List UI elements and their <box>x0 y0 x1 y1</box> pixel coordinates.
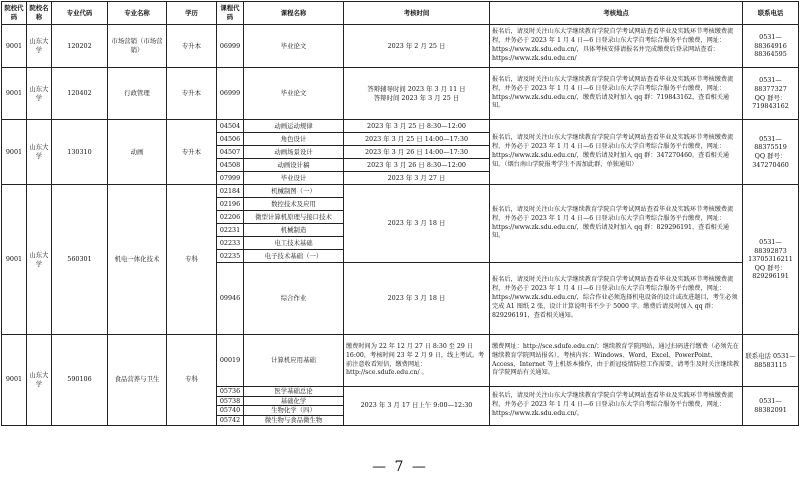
major-code: 130310 <box>52 120 108 185</box>
header-major-code: 专业代码 <box>52 2 108 25</box>
course-name: 电工技术基础 <box>244 237 344 250</box>
exam-time: 2023 年 3 月 18 日 <box>344 185 490 263</box>
course-code: 04504 <box>217 120 244 133</box>
course-name: 生物化学（四） <box>244 406 344 416</box>
header-course-code: 课程代码 <box>217 2 244 25</box>
header-school-name: 院校名称 <box>27 2 52 25</box>
exam-time: 2023 年 3 月 26 日 14:00—17:30 <box>344 146 490 159</box>
table-row <box>2 185 799 198</box>
table-row <box>2 25 799 68</box>
exam-time: 2023 年 3 月 25 日 8:30—12:00 <box>344 120 490 133</box>
major-name: 机电一体化技术 <box>108 185 167 335</box>
school-code: 9001 <box>2 185 27 335</box>
school-name: 山东大学 <box>27 68 52 120</box>
course-name: 动画场景设计 <box>244 146 344 159</box>
course-name: 角色设计 <box>244 133 344 146</box>
course-name: 计算机应用基础 <box>244 335 344 387</box>
major-code: 120202 <box>52 25 108 68</box>
header-major-name: 专业名称 <box>108 2 167 25</box>
course-code: 06999 <box>217 68 244 120</box>
course-name: 微生物与食品微生物 <box>244 415 344 425</box>
level: 专科 <box>167 335 217 426</box>
table-row <box>2 335 799 387</box>
major-name: 行政管理 <box>108 68 167 120</box>
course-name: 数控技术及应用 <box>244 198 344 211</box>
exam-time: 2023 年 3 月 25 日 14:00—17:30 <box>344 133 490 146</box>
exam-time: 缴费时间为 22 年 12 月 27 日 8:30 至 29 日 16:00，考核时间 23 年 2 月 9 日，线上考试。考前注意收看短信，缴费网址：http://sce.sdufe.edu.cn/ 。 <box>344 335 490 387</box>
exam-location: 报名后，请及时关注山东大学继续教育学院自学考试网站查看毕业及实践环节考核缴费流程，并务必于 2023 年 1 月 4 日—6 日登录山东大学自考综合服务平台缴费，网址：https://www.zk.sdu.edu.cn/，综合作业必须选择机电设备的设计或改进题目，考生必须完成 A1 图纸 2 张，设计计算说明书不少于 5000 字。缴费后请及时加入 qq 群：829296191，查看相关通知。 <box>490 263 743 335</box>
header-phone: 联系电话 <box>743 2 799 25</box>
course-code: 00019 <box>217 335 244 387</box>
course-code: 02206 <box>217 211 244 224</box>
course-name: 动画设计稿 <box>244 159 344 172</box>
school-name: 山东大学 <box>27 185 52 335</box>
level: 专科 <box>167 185 217 335</box>
exam-time: 2023 年 3 月 17 日上午 9:00—12:30 <box>344 387 490 426</box>
exam-time: 2023 年 3 月 27 日 <box>344 172 490 185</box>
major-name: 市场营销（市场营销） <box>108 25 167 68</box>
table-row <box>2 68 799 120</box>
course-code: 09946 <box>217 263 244 335</box>
exam-time: 2023 年 2 月 25 日 <box>344 25 490 68</box>
phone: 0531—88382091 <box>743 387 799 426</box>
level: 专升本 <box>167 120 217 185</box>
course-code: 02184 <box>217 185 244 198</box>
header-level: 学历 <box>167 2 217 25</box>
header-school-code: 院校代码 <box>2 2 27 25</box>
table-header-row <box>2 2 799 25</box>
course-name: 电子技术基础（一） <box>244 250 344 263</box>
phone: 0531—88375519 QQ 群号：347270460 <box>743 120 799 185</box>
school-code: 9001 <box>2 335 27 426</box>
exam-time: 2023 年 3 月 18 日 <box>344 263 490 335</box>
course-code: 04506 <box>217 133 244 146</box>
exam-schedule-table <box>1 1 799 426</box>
course-name: 毕业论文 <box>244 68 344 120</box>
major-code: 560301 <box>52 185 108 335</box>
course-code: 02231 <box>217 224 244 237</box>
phone: 联系电话 0531—88583115 <box>743 335 799 387</box>
course-code: 04508 <box>217 159 244 172</box>
phone: 0531—88377327 QQ 群号：719843162 <box>743 68 799 120</box>
course-code: 06999 <box>217 25 244 68</box>
course-name: 毕业论文 <box>244 25 344 68</box>
course-code: 05742 <box>217 415 244 425</box>
header-course-name: 课程名称 <box>244 2 344 25</box>
course-name: 机械制造 <box>244 224 344 237</box>
phone: 0531—88364916 88364595 <box>743 25 799 68</box>
exam-location: 报名后，请及时关注山东大学继续教育学院自学考试网站查看毕业及实践环节考核缴费流程，并务必于 2023 年 1 月 4 日—6 日登录山东大学自考综合服务平台缴费，网址：https://www.zk.sdu.edu.cn/，缴费后请及时加入 qq 群：829296191，查看相关通知。 <box>490 185 743 263</box>
exam-time: 2023 年 3 月 26 日 8:30—12:00 <box>344 159 490 172</box>
major-name: 动画 <box>108 120 167 185</box>
course-code: 05740 <box>217 406 244 416</box>
course-name: 机械制图（一） <box>244 185 344 198</box>
course-name: 微型计算机原理与接口技术 <box>244 211 344 224</box>
exam-location: 报名后，请及时关注山东大学继续教育学院自学考试网站查看毕业及实践环节考核缴费流程，并务必于 2023 年 1 月 4 日—6 日登录山东大学自考综合服务平台缴费，网址：https://www.zk.sdu.edu.cn/，缴费后请及时加入 qq 群：719843162，查看相关通知。 <box>490 68 743 120</box>
course-code: 02196 <box>217 198 244 211</box>
level: 专升本 <box>167 68 217 120</box>
course-name: 综合作业 <box>244 263 344 335</box>
course-name: 基础化学 <box>244 396 344 406</box>
course-code: 05738 <box>217 396 244 406</box>
school-name: 山东大学 <box>27 335 52 426</box>
page-number: — 7 — <box>372 459 428 475</box>
major-name: 食品营养与卫生 <box>108 335 167 426</box>
header-exam-location: 考核地点 <box>490 2 743 25</box>
major-code: 590106 <box>52 335 108 426</box>
school-code: 9001 <box>2 120 27 185</box>
exam-location: 报名后，请及时关注山东大学继续教育学院自学考试网站查看毕业及实践环节考核缴费流程，并务必于 2023 年 1 月 4 日—6 日登录山东大学自考综合服务平台缴费，网址：https://www.zk.sdu.edu.cn/。 <box>490 387 743 426</box>
header-exam-time: 考核时间 <box>344 2 490 25</box>
course-name: 毕业设计 <box>244 172 344 185</box>
phone: 0531—88392873 13705316211 QQ 群号：829296191 <box>743 185 799 335</box>
school-code: 9001 <box>2 68 27 120</box>
course-name: 医学基础总论 <box>244 387 344 397</box>
course-code: 04507 <box>217 146 244 159</box>
course-code: 02233 <box>217 237 244 250</box>
school-name: 山东大学 <box>27 25 52 68</box>
school-code: 9001 <box>2 25 27 68</box>
exam-time: 答辩辅导时间 2023 年 3 月 11 日 答辩时间 2023 年 3 月 25 日 <box>344 68 490 120</box>
table-row <box>2 120 799 133</box>
school-name: 山东大学 <box>27 120 52 185</box>
course-code: 02235 <box>217 250 244 263</box>
course-code: 07999 <box>217 172 244 185</box>
exam-location: 报名后，请及时关注山东大学继续教育学院自学考试网站查看毕业及实践环节考核缴费流程，并务必于 2023 年 1 月 4 日—6 日登录山东大学自考综合服务平台缴费，网址：https://www.zk.sdu.edu.cn/，具体考核安排请报名并完成缴费后登录网站查看：https://www.zk.sdu.edu.cn/ <box>490 25 743 68</box>
level: 专升本 <box>167 25 217 68</box>
exam-location: 报名后，请及时关注山东大学继续教育学院自学考试网站查看毕业及实践环节考核缴费流程，并务必于 2023 年 1 月 4 日—6 日登录山东大学自考综合服务平台缴费，网址：https://www.zk.sdu.edu.cn/，缴费后请及时加入 qq 群：347270460，查看相关通知。（烟台南山学院报考学生不需加此群，单独通知） <box>490 120 743 185</box>
course-code: 05736 <box>217 387 244 397</box>
course-name: 动画运动规律 <box>244 120 344 133</box>
exam-location: 缴费网址：http://sce.sdufe.edu.cn/；继续教育学院网站，通过扫码进行缴费（必须先在继续教育学院网站报名），考核内容：Windows、Word、Excel、PowerPoint、Access、Internet 等上机基本操作，由于新冠疫情防控工作需要，请考生及时关注继续教育学院网站有关通知。 <box>490 335 743 387</box>
major-code: 120402 <box>52 68 108 120</box>
